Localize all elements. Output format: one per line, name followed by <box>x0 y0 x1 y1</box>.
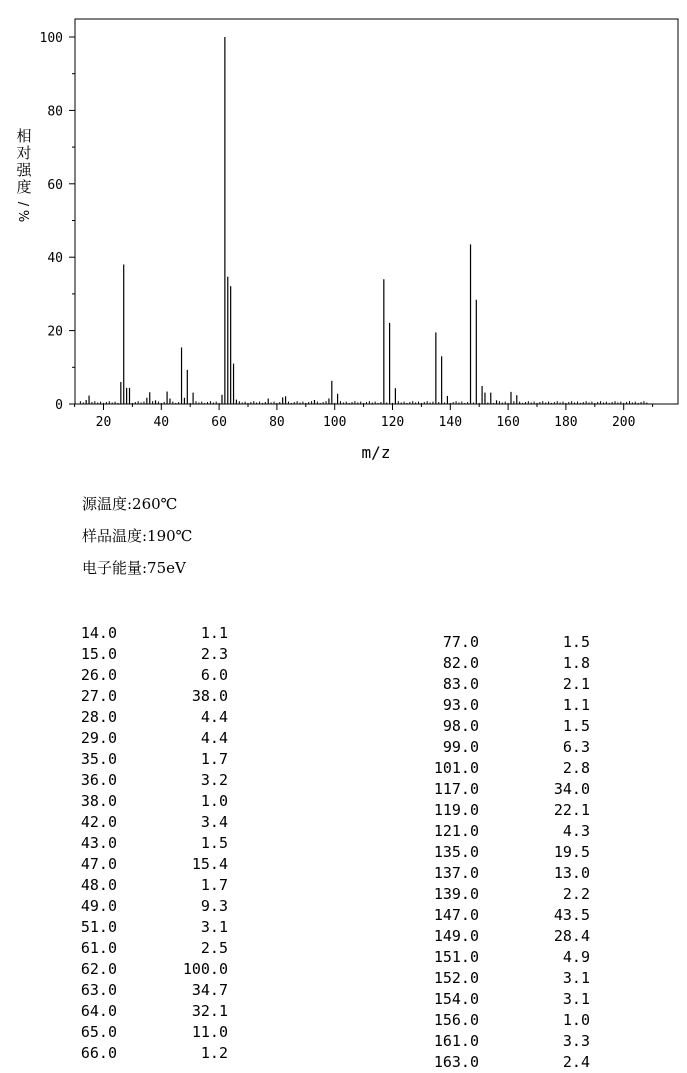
relative-abundance-value: 4.4 <box>200 729 228 747</box>
relative-abundance-value: 1.0 <box>562 1011 590 1029</box>
relative-abundance-value: 38.0 <box>191 687 228 705</box>
y-tick-label: 80 <box>47 104 63 120</box>
x-axis-title: m/z <box>361 443 391 462</box>
x-tick-label: 160 <box>496 415 520 430</box>
x-tick-label: 140 <box>438 415 463 430</box>
relative-abundance-value: 13.0 <box>553 864 590 882</box>
mz-value: 62.0 <box>80 960 117 978</box>
mz-value: 42.0 <box>80 813 117 831</box>
y-tick-label: 40 <box>47 251 63 267</box>
relative-abundance-value: 6.3 <box>562 738 590 756</box>
sample-temperature: 样品温度:190℃ <box>82 527 193 545</box>
mz-value: 47.0 <box>80 855 117 873</box>
y-tick-label: 100 <box>39 31 63 46</box>
relative-abundance-value: 2.4 <box>562 1053 590 1071</box>
relative-abundance-value: 2.5 <box>200 939 228 957</box>
mz-value: 77.0 <box>442 633 479 651</box>
relative-abundance-value: 32.1 <box>191 1002 228 1020</box>
mz-value: 161.0 <box>433 1032 479 1050</box>
relative-abundance-value: 1.1 <box>562 696 590 714</box>
mz-value: 14.0 <box>80 624 117 642</box>
x-tick-label: 40 <box>153 415 170 430</box>
mz-value: 119.0 <box>433 801 479 819</box>
relative-abundance-value: 3.1 <box>562 969 590 987</box>
relative-abundance-value: 2.8 <box>562 759 590 777</box>
x-tick-label: 60 <box>211 415 227 430</box>
mz-value: 154.0 <box>433 990 479 1008</box>
relative-abundance-value: 22.1 <box>553 801 590 819</box>
plot-frame <box>75 19 678 404</box>
mz-value: 93.0 <box>442 696 479 714</box>
relative-abundance-value: 1.5 <box>200 834 228 852</box>
mz-value: 48.0 <box>80 876 117 894</box>
mz-value: 38.0 <box>80 792 117 810</box>
mz-value: 147.0 <box>433 906 479 924</box>
x-tick-label: 100 <box>322 415 347 430</box>
relative-abundance-value: 1.0 <box>200 792 228 810</box>
mz-value: 15.0 <box>80 645 117 663</box>
relative-abundance-value: 100.0 <box>182 960 228 978</box>
mz-value: 137.0 <box>433 864 479 882</box>
x-tick-label: 180 <box>554 415 578 430</box>
mass-spectrum-chart <box>0 0 687 470</box>
mz-value: 83.0 <box>442 675 479 693</box>
relative-abundance-value: 1.1 <box>200 624 228 642</box>
axis-ticks <box>40 31 653 430</box>
source-temperature: 源温度:260℃ <box>82 495 178 513</box>
x-tick-label: 80 <box>269 415 285 430</box>
relative-abundance-value: 4.9 <box>562 948 590 966</box>
mz-value: 35.0 <box>80 750 117 768</box>
y-tick-label: 0 <box>55 398 63 413</box>
mz-value: 36.0 <box>80 771 117 789</box>
mz-value: 121.0 <box>433 822 479 840</box>
mz-value: 65.0 <box>80 1023 117 1041</box>
y-axis-title <box>15 127 32 222</box>
mz-value: 49.0 <box>80 897 117 915</box>
relative-abundance-value: 3.1 <box>562 990 590 1008</box>
mz-value: 101.0 <box>433 759 479 777</box>
relative-abundance-value: 11.0 <box>191 1023 228 1041</box>
y-axis-title-char: 对 <box>16 144 32 162</box>
relative-abundance-value: 1.8 <box>562 654 590 672</box>
relative-abundance-value: 4.3 <box>562 822 590 840</box>
relative-abundance-value: 1.7 <box>200 750 228 768</box>
y-axis-title-char: % <box>15 209 30 223</box>
mz-value: 117.0 <box>433 780 479 798</box>
mz-value: 64.0 <box>80 1002 117 1020</box>
relative-abundance-value: 1.7 <box>200 876 228 894</box>
mz-value: 152.0 <box>433 969 479 987</box>
y-axis-title-char: 相 <box>16 127 32 145</box>
y-axis-title-char: / <box>15 201 30 207</box>
relative-abundance-value: 2.2 <box>562 885 590 903</box>
relative-abundance-value: 3.1 <box>200 918 228 936</box>
mz-value: 28.0 <box>80 708 117 726</box>
x-tick-label: 20 <box>95 415 112 430</box>
mz-value: 29.0 <box>80 729 117 747</box>
mz-value: 66.0 <box>80 1044 117 1062</box>
x-tick-label: 200 <box>611 415 636 430</box>
mz-value: 135.0 <box>433 843 479 861</box>
relative-abundance-value: 1.5 <box>562 717 590 735</box>
x-tick-label: 120 <box>380 415 405 430</box>
mz-value: 43.0 <box>80 834 117 852</box>
relative-abundance-value: 43.5 <box>553 906 590 924</box>
relative-abundance-value: 3.4 <box>200 813 228 831</box>
relative-abundance-value: 3.2 <box>200 771 228 789</box>
electron-energy: 电子能量:75eV <box>82 559 186 577</box>
relative-abundance-value: 15.4 <box>191 855 228 873</box>
y-tick-label: 20 <box>47 324 63 340</box>
relative-abundance-value: 19.5 <box>553 843 590 861</box>
relative-abundance-value: 28.4 <box>553 927 590 945</box>
relative-abundance-value: 3.3 <box>562 1032 590 1050</box>
relative-abundance-value: 1.2 <box>200 1044 228 1062</box>
relative-abundance-value: 6.0 <box>200 666 228 684</box>
mz-value: 139.0 <box>433 885 479 903</box>
mz-value: 98.0 <box>442 717 479 735</box>
mz-value: 82.0 <box>442 654 479 672</box>
relative-abundance-value: 4.4 <box>200 708 228 726</box>
relative-abundance-value: 1.5 <box>562 633 590 651</box>
mz-value: 156.0 <box>433 1011 479 1029</box>
mz-value: 99.0 <box>442 738 479 756</box>
relative-abundance-value: 34.7 <box>191 981 228 999</box>
mz-value: 26.0 <box>80 666 117 684</box>
mz-value: 63.0 <box>80 981 117 999</box>
relative-abundance-value: 2.3 <box>200 645 228 663</box>
measurement-conditions <box>82 492 192 588</box>
y-axis-title-char: 强 <box>16 161 32 179</box>
mz-value: 61.0 <box>80 939 117 957</box>
y-tick-label: 60 <box>47 177 63 193</box>
mz-value: 151.0 <box>433 948 479 966</box>
mz-value: 163.0 <box>433 1053 479 1071</box>
mz-value: 27.0 <box>80 687 117 705</box>
y-axis-title-char: 度 <box>16 178 32 196</box>
mz-value: 51.0 <box>80 918 117 936</box>
relative-abundance-value: 34.0 <box>553 780 590 798</box>
mz-value: 149.0 <box>433 927 479 945</box>
relative-abundance-value: 2.1 <box>562 675 590 693</box>
peak-bars <box>86 37 517 404</box>
relative-abundance-value: 9.3 <box>200 897 228 915</box>
